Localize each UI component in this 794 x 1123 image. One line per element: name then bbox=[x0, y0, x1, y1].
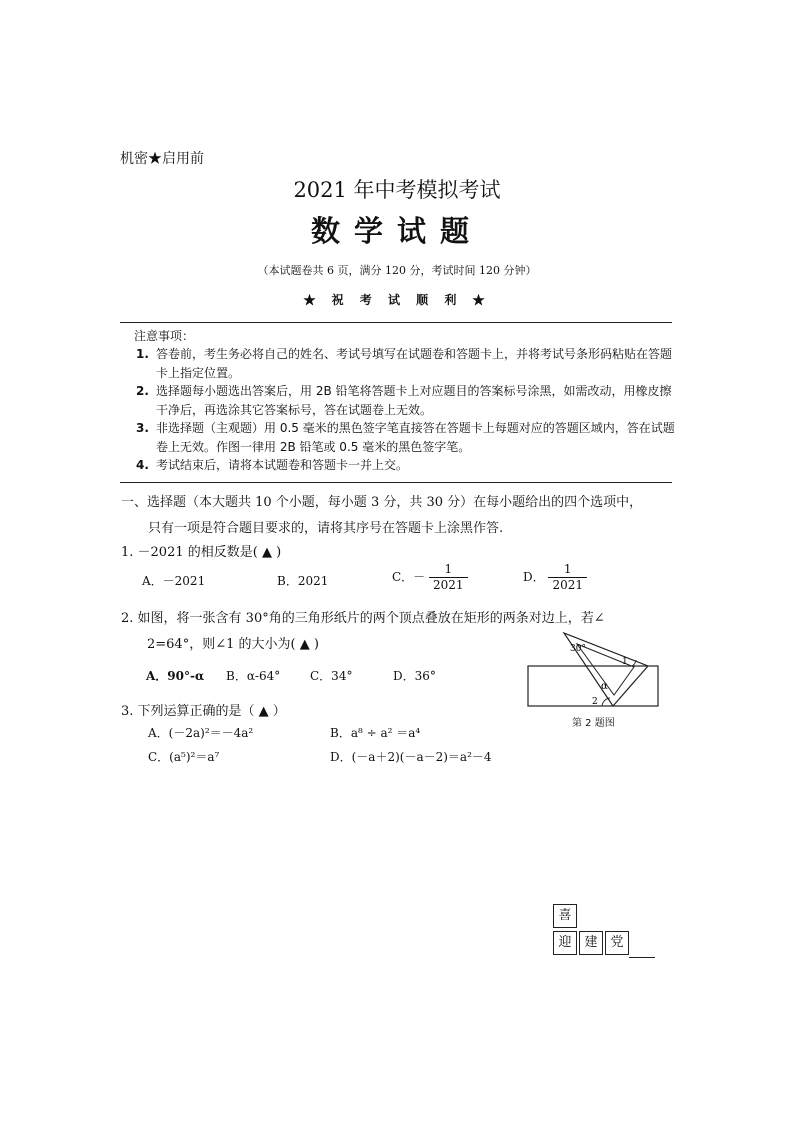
divider-bottom bbox=[120, 482, 672, 483]
stamp-cell: 喜 bbox=[553, 904, 577, 928]
notice-text: 选择题每小题选出答案后，用 2B 铅笔将答题卡上对应题目的答案标号涂黑，如需改动，用橡皮擦干净后，再选涂其它答案标号，答在试题卷上无效。 bbox=[156, 384, 672, 417]
notice-text: 考试结束后，请将本试题卷和答题卡一并上交。 bbox=[156, 458, 409, 472]
section-heading-line2: 只有一项是符合题目要求的，请将其序号在答题卡上涂黑作答. bbox=[148, 521, 504, 536]
notice-number: 4. bbox=[136, 458, 149, 472]
question-1-option-b: B．2021 bbox=[277, 574, 329, 588]
question-1-option-c bbox=[392, 562, 468, 593]
option-c-prefix: C．－ bbox=[392, 570, 426, 584]
divider-top bbox=[120, 322, 672, 323]
fraction-numerator: 1 bbox=[429, 562, 468, 578]
notice-item bbox=[136, 345, 676, 383]
question-2-option-a: A．90°-α bbox=[146, 669, 205, 683]
question-2-line2: 2=64°，则∠1 的大小为( ▲ ) bbox=[147, 637, 319, 652]
notice-number: 2. bbox=[136, 384, 149, 398]
exam-title: 2021 年中考模拟考试 bbox=[293, 178, 501, 202]
angle-1-label: 1 bbox=[622, 657, 628, 667]
notice-number: 3. bbox=[136, 421, 149, 435]
option-d-fraction bbox=[548, 562, 587, 593]
exam-meta: （本试题卷共 6 页，满分 120 分，考试时间 120 分钟） bbox=[257, 264, 537, 277]
stamp-cell: 建 bbox=[579, 931, 603, 955]
question-3-option-d: D．(－a＋2)(－a－2)＝a²－4 bbox=[330, 750, 492, 764]
figure-caption: 第 2 题图 bbox=[572, 718, 615, 729]
fraction-numerator: 1 bbox=[548, 562, 587, 578]
question-1-stem: 1. －2021 的相反数是( ▲ ) bbox=[121, 545, 282, 560]
notice-text: 答卷前，考生务必将自己的姓名、考试号填写在试题卷和答题卡上，并将考试号条形码粘贴在答题卡上指定位置。 bbox=[156, 347, 673, 380]
question-3-stem: 3. 下列运算正确的是（ ▲ ） bbox=[121, 704, 286, 719]
notice-number: 1. bbox=[136, 347, 149, 361]
subject-title: 数学试题 bbox=[310, 214, 483, 248]
angle-2-label: 2 bbox=[592, 697, 598, 707]
question-2-figure bbox=[522, 630, 664, 714]
section-heading-line1: 一、选择题（本大题共 10 个小题，每小题 3 分，共 30 分）在每小题给出的四个选项中， bbox=[121, 495, 643, 510]
good-luck-banner: ★ 祝 考 试 顺 利 ★ bbox=[303, 293, 491, 307]
notice-heading: 注意事项： bbox=[134, 329, 195, 343]
notice-item bbox=[136, 419, 676, 457]
classified-label: 机密★启用前 bbox=[120, 151, 204, 167]
question-3-option-c: C．(a⁵)²＝a⁷ bbox=[148, 750, 220, 764]
question-2-line1: 2. 如图，将一张含有 30°角的三角形纸片的两个顶点叠放在矩形的两条对边上，若∠ bbox=[121, 611, 605, 626]
stamp-cell: 迎 bbox=[553, 931, 577, 955]
stamp-cell: 党 bbox=[605, 931, 629, 955]
question-2-option-c: C．34° bbox=[310, 669, 353, 683]
question-3-option-a: A．(－2a)²＝－4a² bbox=[148, 726, 254, 740]
notice-item bbox=[136, 382, 676, 420]
question-1-option-d bbox=[523, 562, 587, 593]
notice-text: 非选择题（主观题）用 0.5 毫米的黑色签字笔直接答在答题卡上每题对应的答题区域内，答在试题卷上无效。作图一律用 2B 铅笔或 0.5 毫米的黑色签字笔。 bbox=[156, 421, 675, 454]
question-2-option-b: B．α-64° bbox=[226, 669, 281, 683]
angle-alpha-label: α bbox=[601, 681, 608, 692]
question-1-option-a: A．－2021 bbox=[142, 574, 206, 588]
question-3-option-b: B．a⁸ ÷ a² ＝a⁴ bbox=[330, 726, 421, 740]
question-2-option-d: D．36° bbox=[393, 669, 436, 683]
stamp-underline bbox=[629, 957, 655, 958]
option-d-prefix: D． bbox=[523, 570, 545, 584]
angle-30-label: 30° bbox=[570, 644, 586, 654]
stamp-grid bbox=[553, 904, 657, 960]
fraction-denominator: 2021 bbox=[552, 578, 583, 592]
notice-item bbox=[136, 456, 676, 475]
option-c-fraction bbox=[429, 562, 468, 593]
fraction-denominator: 2021 bbox=[433, 578, 464, 592]
